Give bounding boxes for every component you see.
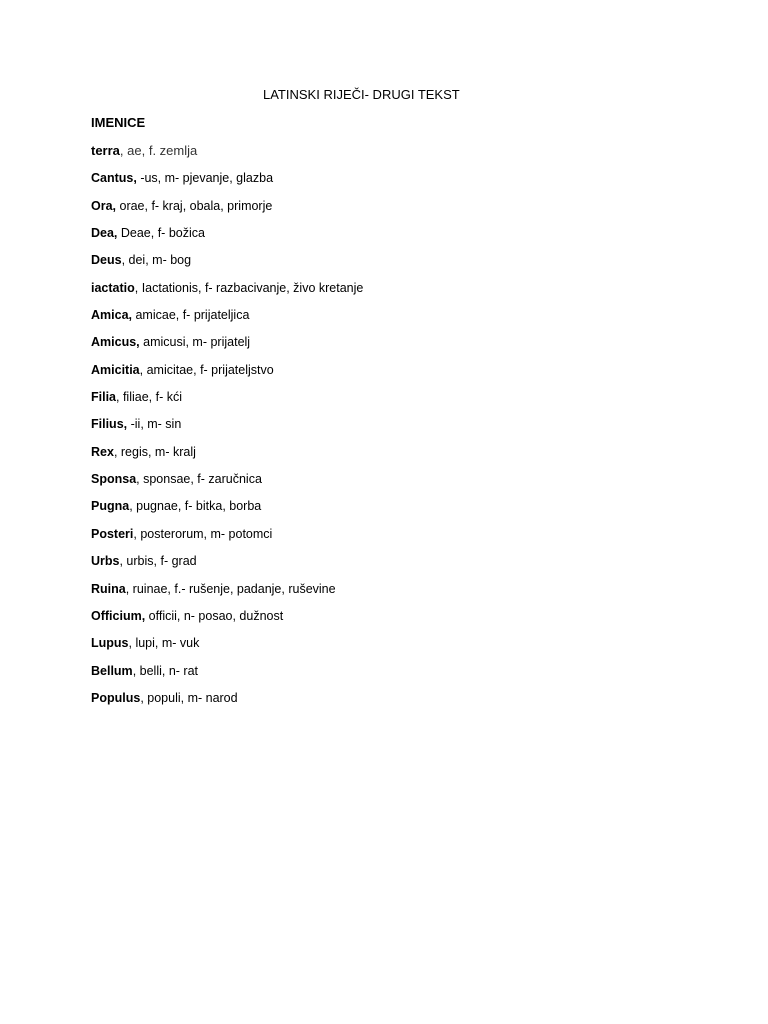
vocabulary-entry (91, 361, 363, 388)
entry-definition: , dei, m- bog (121, 253, 192, 268)
entry-word: Bellum (91, 663, 133, 678)
vocabulary-entry (91, 333, 363, 360)
entry-definition: , regis, m- kralj (113, 444, 196, 459)
vocabulary-entry (91, 580, 363, 607)
entry-word: Populus (91, 690, 141, 705)
entry-word: Lupus (91, 636, 129, 651)
vocabulary-entry (91, 279, 363, 306)
entry-definition: Deae, f- božica (117, 226, 205, 241)
document-title: LATINSKI RIJEČI- DRUGI TEKST (263, 87, 460, 102)
entry-word: Deus (91, 253, 122, 268)
entry-definition: amicusi, m- prijatelj (139, 335, 251, 350)
vocabulary-entry (91, 607, 363, 634)
entry-word: Rex (91, 444, 114, 459)
entry-definition: , ruinae, f.- rušenje, padanje, ruševine (125, 581, 336, 596)
entry-definition: , belli, n- rat (132, 663, 198, 678)
entry-word: Urbs (91, 554, 120, 569)
vocabulary-entry (91, 634, 363, 661)
entry-definition: , Iactationis, f- razbacivanje, živo kretanje (134, 280, 364, 295)
entry-word: Filia (91, 390, 117, 405)
entry-word: Sponsa (91, 472, 137, 487)
vocabulary-entry (91, 443, 363, 470)
entry-word: Amicus, (91, 335, 140, 350)
entry-definition: , urbis, f- grad (119, 554, 197, 569)
vocabulary-entry (91, 497, 363, 524)
entry-word: Ruina (91, 581, 126, 596)
entry-definition: orae, f- kraj, obala, primorje (116, 198, 273, 213)
vocabulary-entry (91, 415, 363, 442)
vocabulary-entry (91, 224, 363, 251)
entry-word: Amica, (91, 308, 132, 323)
entry-word: Pugna (91, 499, 130, 514)
entry-definition: amicae, f- prijateljica (132, 308, 250, 323)
vocabulary-list (91, 142, 363, 716)
entry-word: Dea, (91, 226, 118, 241)
entry-definition: officii, n- posao, dužnost (145, 608, 284, 623)
entry-definition: , pugnae, f- bitka, borba (129, 499, 262, 514)
entry-word: Cantus, (91, 171, 137, 186)
entry-definition: , filiae, f- kći (116, 390, 183, 405)
entry-definition: , lupi, m- vuk (128, 636, 200, 651)
entry-definition: , amicitae, f- prijateljstvo (139, 362, 274, 377)
vocabulary-entry (91, 662, 363, 689)
vocabulary-entry (91, 251, 363, 278)
entry-definition: , sponsae, f- zaručnica (136, 472, 262, 487)
entry-definition: -us, m- pjevanje, glazba (136, 171, 274, 186)
vocabulary-entry (91, 142, 363, 169)
entry-word: Officium, (91, 608, 146, 623)
entry-word: Amicitia (91, 362, 140, 377)
entry-word: Ora, (91, 198, 117, 213)
entry-word: Posteri (91, 526, 134, 541)
vocabulary-entry (91, 169, 363, 196)
entry-word: iactatio (91, 280, 135, 295)
vocabulary-entry (91, 470, 363, 497)
entry-word: terra (91, 143, 120, 158)
vocabulary-entry (91, 306, 363, 333)
entry-definition: -ii, m- sin (127, 417, 182, 432)
vocabulary-entry (91, 388, 363, 415)
vocabulary-entry (91, 689, 363, 716)
entry-definition: , populi, m- narod (140, 690, 238, 705)
entry-definition: , posterorum, m- potomci (133, 526, 273, 541)
entry-word: Filius, (91, 417, 128, 432)
vocabulary-entry (91, 197, 363, 224)
entry-definition: , ae, f. zemlja (119, 143, 198, 158)
vocabulary-entry (91, 552, 363, 579)
section-heading: IMENICE (91, 115, 146, 130)
vocabulary-entry (91, 525, 363, 552)
